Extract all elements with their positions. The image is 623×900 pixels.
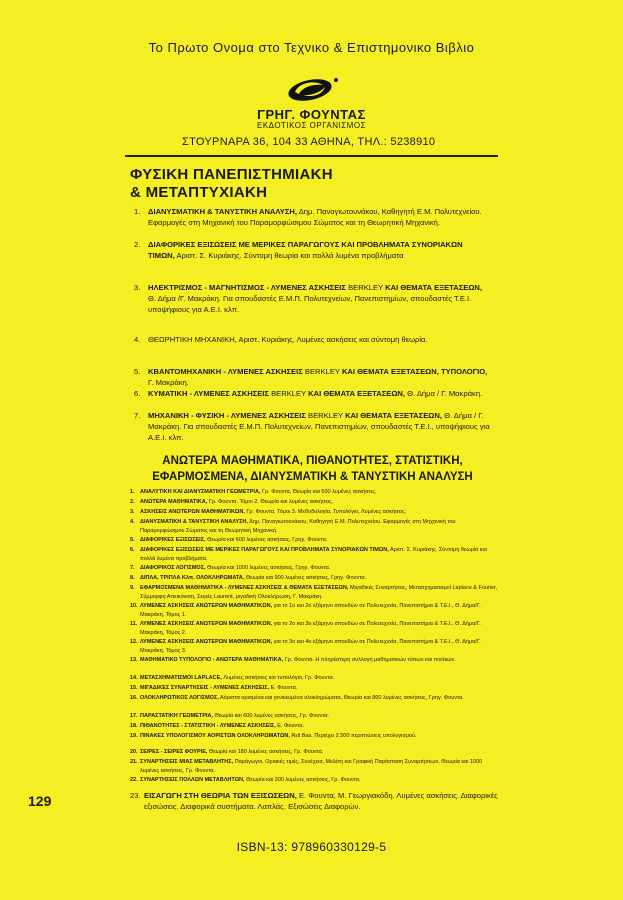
list-item — [130, 674, 500, 683]
item-number: 3. — [134, 283, 141, 292]
item-number: 13. — [130, 657, 138, 663]
item-title: ΛΥΜΕΝΕΣ ΑΣΚΗΣΕΙΣ ΑΝΩΤΕΡΩΝ ΜΑΘΗΜΑΤΙΚΩΝ, — [140, 621, 273, 627]
item-description: Παράγωγοι, Οριακές τιμές, Συνέχεια, Μελέτη και Γραφική Παράσταση Συναρτήσεων, Θεωρία και 1000 λυμένες ασκήσεις, Γρ. Φουντα. — [140, 759, 483, 774]
item-description: Θεωρία και 600 λυμένες ασκήσεις, Γρ. Φουντα. — [214, 713, 329, 719]
item-number: 2. — [130, 499, 135, 505]
item-description: για το 1ο και 2ο εξάμηνο σπουδών σε Πολυτεχνεία, Πανεπιστήμια & Τ.Ε.Ι., Θ. Δήμα/Γ. Μακράκη, Τόμος 1. — [140, 603, 481, 618]
item-title: ΗΛΕΚΤΡΙΣΜΟΣ - ΜΑΓΝΗΤΙΣΜΟΣ - ΛΥΜΕΝΕΣ ΑΣΚΗΣΕΙΣ — [148, 283, 346, 292]
item-title: ΚΥΜΑΤΙΚΗ - ΛΥΜΕΝΕΣ ΑΣΚΗΣΕΙΣ — [148, 389, 269, 398]
section1-title — [130, 166, 333, 202]
publisher-logo-icon — [285, 75, 341, 105]
list-item — [130, 488, 500, 497]
item-description: Αριστ. Κυριάκης. Λυμένες ασκήσεις και σύντομη θεωρία. — [238, 335, 428, 344]
list-item — [130, 498, 500, 507]
item-number: 14. — [130, 675, 138, 681]
list-item — [130, 564, 500, 573]
item-number: 19. — [130, 733, 138, 739]
item-number: 6. — [134, 389, 141, 398]
item-description: Γρ. Φουντα. Η πληρέστερη συλλογή μαθηματικών τύπων και πινάκων. — [284, 657, 456, 663]
list-item — [130, 758, 500, 775]
list-item — [130, 518, 500, 535]
item-title: ΠΙΝΑΚΕΣ ΥΠΟΛΟΓΙΣΜΟΥ ΑΟΡΙΣΤΩΝ ΟΛΟΚΛΗΡΩΜΑΤΩΝ, — [140, 733, 290, 739]
item-title: ΜΑΘΗΜΑΤΙΚΟ ΤΥΠΟΛΟΓΙΟ - ΑΝΩΤΕΡΑ ΜΑΘΗΜΑΤΙΚΑ, — [140, 657, 284, 663]
item-number: 8. — [130, 575, 135, 581]
item-number: 16. — [130, 695, 138, 701]
list-item — [130, 694, 500, 703]
item-number: 5. — [130, 537, 135, 543]
item-title: ΑΝΩΤΕΡΑ ΜΑΘΗΜΑΤΙΚΑ, — [140, 499, 208, 505]
item-title-cont: ΚΑΙ ΘΕΜΑΤΑ ΕΞΕΤΑΣΕΩΝ, — [308, 389, 406, 398]
list-item — [130, 722, 500, 731]
list-item — [130, 282, 490, 315]
list-item — [130, 684, 500, 693]
item-title: ΑΣΚΗΣΕΙΣ ΑΝΩΤΕΡΩΝ ΜΑΘΗΜΑΤΙΚΩΝ, — [140, 509, 245, 515]
item-title: ΔΙΑΝΥΣΜΑΤΙΚΗ & ΤΑΝΥΣΤΙΚΗ ΑΝΑΛΥΣΗ, — [148, 207, 298, 216]
item-description: Γρ. Φουντα. Τόμοι 3. Μεθοδολογία, Τυπολόγιο, Λυμένες ασκήσεις. — [246, 509, 407, 515]
item-number: 2. — [134, 240, 141, 249]
item-number: 5. — [134, 367, 141, 376]
item-number: 1. — [134, 207, 141, 216]
item-title: ΔΙΑΦΟΡΙΚΕΣ ΕΞΙΣΩΣΕΙΣ ΜΕ ΜΕΡΙΚΕΣ ΠΑΡΑΓΩΓΟΥΣ ΚΑΙ ΠΡΟΒΛΗΜΑΤΑ ΣΥΝΟΡΙΑΚΩΝ ΤΙΜΩΝ, — [148, 240, 463, 260]
item-title: ΔΙΑΝΥΣΜΑΤΙΚΗ & ΤΑΝΥΣΤΙΚΗ ΑΝΑΛΥΣΗ, — [140, 519, 248, 525]
item-number: 6. — [130, 547, 135, 553]
list-item — [130, 638, 500, 655]
item-number: 4. — [134, 335, 141, 344]
item-title: ΟΛΟΚΛΗΡΩΤΙΚΟΣ ΛΟΓΙΣΜΟΣ, — [140, 695, 219, 701]
item-title: ΜΗΧΑΝΙΚΗ - ΦΥΣΙΚΗ - ΛΥΜΕΝΕΣ ΑΣΚΗΣΕΙΣ — [148, 411, 306, 420]
item-number: 10. — [130, 603, 138, 609]
item-title: ΔΙΑΦΟΡΙΚΕΣ ΕΞΙΣΩΣΕΙΣ ΜΕ ΜΕΡΙΚΕΣ ΠΑΡΑΓΩΓΟΥΣ ΚΑΙ ΠΡΟΒΛΗΜΑΤΑ ΣΥΝΟΡΙΑΚΩΝ ΤΙΜΩΝ, — [140, 547, 389, 553]
item-title-cont: ΚΑΙ ΘΕΜΑΤΑ ΕΞΕΤΑΣΕΩΝ, ΤΥΠΟΛΟΓΙΟ, — [341, 367, 488, 376]
item-description: Rεil Bas. Περιέχει 2.500 περιπτώσεις υπολογισμού. — [291, 733, 417, 739]
item-title: ΘΕΩΡΗΤΙΚΗ ΜΗΧΑΝΙΚΗ, — [148, 335, 237, 344]
item-description: Γ. Μακράκη. — [148, 378, 189, 387]
list-item — [130, 712, 500, 721]
item-description: Θεωρία και 1000 λυμένες ασκήσεις, Γρηγ. Φουντα. — [207, 565, 331, 571]
list-item — [130, 584, 500, 601]
item-title: ΣΥΝΑΡΤΗΣΕΙΣ ΠΟΛΛΩΝ ΜΕΤΑΒΛΗΤΩΝ, — [140, 777, 245, 783]
section1-title-line2: & ΜΕΤΑΠΤΥΧΙΑΚΗ — [130, 184, 268, 201]
item-description: Θεωρία και 600 λυμένες ασκήσεις, Γρηγ. Φουντα. — [207, 537, 328, 543]
item-mid: BERKLEY — [308, 411, 343, 420]
item-number: 22. — [130, 777, 138, 783]
tagline: Το Πρωτο Ονομα στο Τεχνικο & Επιστημονικο Βιβλιο — [148, 40, 475, 55]
item-title: ΠΑΡΑΣΤΑΤΙΚΗ ΓΕΩΜΕΤΡΙΑ, — [140, 713, 213, 719]
item-number: 4. — [130, 519, 135, 525]
item-description: Θεωρία και 200 λυμένες ασκήσεις, Γρ. Φουντα. — [246, 777, 361, 783]
item-number: 15. — [130, 685, 138, 691]
item-mid: BERKLEY — [304, 367, 340, 376]
section2-title — [120, 453, 505, 485]
item-description: για το 2ο και 3ο εξάμηνο σπουδών σε Πολυτεχνεία, Πανεπιστήμια & Τ.Ε.Ι., Θ. Δήμα/Γ. Μακράκη, Τόμος 2. — [140, 621, 481, 636]
item-title: ΔΙΠΛΑ, ΤΡΙΠΛΑ Κλπ. ΟΛΟΚΛΗΡΩΜΑΤΑ, — [140, 575, 245, 581]
page-number: 129 — [28, 793, 52, 809]
item-number: 9. — [130, 585, 135, 591]
list-item — [130, 776, 500, 785]
item-title: ΜΙΓΑΔΙΚΕΣ ΣΥΝΑΡΤΗΣΕΙΣ - ΛΥΜΕΝΕΣ ΑΣΚΗΣΕΙΣ, — [140, 685, 270, 691]
item-title: ΑΝΑΛΥΤΙΚΗ ΚΑΙ ΔΙΑΝΥΣΜΑΤΙΚΗ ΓΕΩΜΕΤΡΙΑ, — [140, 489, 261, 495]
item-number: 11. — [130, 621, 138, 627]
item-title: ΕΦΑΡΜΟΣΜΕΝΑ ΜΑΘΗΜΑΤΙΚΑ - ΛΥΜΕΝΕΣ ΑΣΚΗΣΕΙΣ & ΘΕΜΑΤΑ ΕΞΕΤΑΣΕΩΝ, — [140, 585, 349, 591]
item-number: 20. — [130, 749, 138, 755]
item-description: Αριστ. Σ. Κυριάκης. Σύντομη θεωρία και πολλά λυμένα προβλήματα — [176, 251, 404, 260]
list-item — [130, 239, 490, 261]
item-description: Αόριστα ορισμένα και γενικευμένα ολοκληρώματα, Θεωρία και 800 λυμένες ασκήσεις, Γρηγ. Φουντα. — [220, 695, 464, 701]
publisher-subtitle: ΕΚΔΟΤΙΚΟΣ ΟΡΓΑΝΙΣΜΟΣ — [256, 121, 366, 130]
item-description: Θ. Δήμα / Γ. Μακράκη. Για σπουδαστές Ε.Μ.Π. Πολυτεχνείων, Πανεπιστημίων, σπουδαστές Τ.Ε.Ι., υποψήφιους για Α.Ε.Ι. κλπ. — [148, 411, 490, 442]
list-item — [130, 602, 500, 619]
item-title: ΜΕΤΑΣΧΗΜΑΤΙΣΜΟΙ LAPLACE, — [140, 675, 222, 681]
item-title: ΠΙΘΑΝΟΤΗΤΕΣ - ΣΤΑΤΙΣΤΙΚΗ - ΛΥΜΕΝΕΣ ΑΣΚΗΣΕΙΣ, — [140, 723, 276, 729]
list-item — [130, 206, 490, 228]
item-description: Αριστ. Σ. Κυριάκης. Σύντομη θεωρία και πολλά λυμένα προβλήματα. — [140, 547, 487, 562]
item-title: ΔΙΑΦΟΡΙΚΟΣ ΛΟΓΙΣΜΟΣ, — [140, 565, 206, 571]
item-description: Θεωρία και 180 λυμένες ασκήσεις, Γρ. Φουντα. — [208, 749, 324, 755]
item-title: ΕΙΣΑΓΩΓΗ ΣΤΗ ΘΕΩΡΙΑ ΤΩΝ ΕΞΙΣΩΣΕΩΝ, — [144, 791, 297, 800]
item-description: Ε. Φουντα. — [270, 685, 298, 691]
item-title: ΣΕΙΡΕΣ - ΣΕΙΡΕΣ ΦΟΥΡΙΕ, — [140, 749, 208, 755]
item-title: ΣΥΝΑΡΤΗΣΕΙΣ ΜΙΑΣ ΜΕΤΑΒΛΗΤΗΣ, — [140, 759, 234, 765]
section2-title-line2: ΕΦΑΡΜΟΣΜΕΝΑ, ΔΙΑΝΥΣΜΑΤΙΚΗ & ΤΑΝΥΣΤΙΚΗ ΑΝΑΛΥΣΗ — [152, 471, 473, 483]
item-number: 17. — [130, 713, 138, 719]
item-description: Λυμένες ασκήσεις και τυπολόγιο, Γρ. Φουντα. — [223, 675, 335, 681]
isbn: ISBN-13: 978960330129-5 — [236, 840, 387, 854]
list-item — [130, 366, 490, 388]
item-description: Ε. Φουντα, Μ. Γεωργιακόδη. Λυμένες ασκήσεις. Διαφορικές εξισώσεις. Διαφορικά συστήματα. Λαπλάς. Εξισώσεις Διαφορών. — [144, 791, 498, 811]
section1-title-line1: ΦΥΣΙΚΗ ΠΑΝΕΠΙΣΤΗΜΙΑΚΗ — [130, 166, 333, 183]
item-number: 7. — [134, 411, 141, 420]
list-item — [130, 546, 500, 563]
item-description: Ε. Φουντα. — [277, 723, 305, 729]
list-item — [130, 334, 490, 345]
list-item — [130, 790, 500, 812]
item-mid: BERKLEY — [271, 389, 307, 398]
header-divider — [125, 155, 498, 157]
publisher-name: ΓΡΗΓ. ΦΟΥΝΤΑΣ — [257, 107, 366, 122]
list-item — [130, 410, 490, 443]
item-description: Θεωρία και 900 λυμένες ασκήσεις, Γρηγ. Φουντα. — [245, 575, 367, 581]
item-title-cont: ΚΑΙ ΘΕΜΑΤΑ ΕΞΕΤΑΣΕΩΝ, — [385, 283, 483, 292]
item-description: Μιγαδικές Συναρτήσεις, Μετασχηματισμοί Laplace & Fourier, Σύμμορφη Απεικόνιση, Σειρές Laurent, μιγαδική Ολοκλήρωση, Γ. Μακράκη. — [140, 585, 498, 600]
list-item — [130, 508, 500, 517]
list-item — [130, 536, 500, 545]
list-item — [130, 748, 500, 757]
item-number: 3. — [130, 509, 135, 515]
list-item — [130, 388, 490, 399]
list-item — [130, 656, 500, 665]
item-description: Δημ. Παναγιωτουνάκου, Καθηγητή Ε.Μ. Πολυτεχνείου. Εφαρμογές στη Μηχανική του Παραμορφώσιμου Σώματος και τη Θεωρητική Μηχανική. — [148, 207, 482, 227]
item-title: ΚΒΑΝΤΟΜΗΧΑΝΙΚΗ - ΛΥΜΕΝΕΣ ΑΣΚΗΣΕΙΣ — [148, 367, 303, 376]
item-title: ΛΥΜΕΝΕΣ ΑΣΚΗΣΕΙΣ ΑΝΩΤΕΡΩΝ ΜΑΘΗΜΑΤΙΚΩΝ, — [140, 639, 273, 645]
item-description: Θ. Δήμα / Γ. Μακράκη. — [407, 389, 483, 398]
item-number: 18. — [130, 723, 138, 729]
item-number: 7. — [130, 565, 135, 571]
item-description: για το 3ο και 4ο εξάμηνο σπουδών σε Πολυτεχνεία, Πανεπιστήμια & Τ.Ε.Ι., Θ. Δήμα/Γ. Μακράκη, Τόμος 3. — [140, 639, 481, 654]
item-number: 23. — [130, 791, 141, 800]
item-description: Γρ. Φουντα. Τόμοι 2. Θεωρία και λυμένες ασκήσεις. — [208, 499, 334, 505]
list-item — [130, 732, 500, 741]
item-title-cont: ΚΑΙ ΘΕΜΑΤΑ ΕΞΕΤΑΣΕΩΝ, — [345, 411, 442, 420]
list-item — [130, 574, 500, 583]
item-description: Γρ. Φουντα, Θεωρία και 500 λυμένες ασκήσεις. — [261, 489, 377, 495]
item-title: ΛΥΜΕΝΕΣ ΑΣΚΗΣΕΙΣ ΑΝΩΤΕΡΩΝ ΜΑΘΗΜΑΤΙΚΩΝ, — [140, 603, 273, 609]
item-number: 21. — [130, 759, 138, 765]
item-description: Θ. Δήμα /Γ. Μακράκη. Για σπουδαστές Ε.Μ.Π. Πολυτεχνείων, Πανεπιστημίων, σπουδαστές Τ.Ε.Ι. υποψήφιους για Α.Ε.Ι. κλπ. — [148, 294, 472, 314]
section2-title-line1: ΑΝΩΤΕΡΑ ΜΑΘΗΜΑΤΙΚΑ, ΠΙΘΑΝΟΤΗΤΕΣ, ΣΤΑΤΙΣΤΙΚΗ, — [162, 455, 463, 467]
item-title: ΔΙΑΦΟΡΙΚΕΣ ΕΞΙΣΩΣΕΙΣ, — [140, 537, 206, 543]
item-number: 1. — [130, 489, 135, 495]
item-mid: BERKLEY — [348, 283, 384, 292]
list-item — [130, 620, 500, 637]
item-description: Δημ. Παναγιωτουνάκου, Καθηγητή Ε.Μ. Πολυτεχνείου. Εφαρμογές στη Μηχανική του Παραμορφώσιμου Σώματος και τη Θεωρητική Μηχανική. — [140, 519, 456, 534]
item-number: 12. — [130, 639, 138, 645]
publisher-address: ΣΤΟΥΡΝΑΡΑ 36, 104 33 ΑΘΗΝΑ, ΤΗΛ.: 5238910 — [182, 136, 436, 148]
